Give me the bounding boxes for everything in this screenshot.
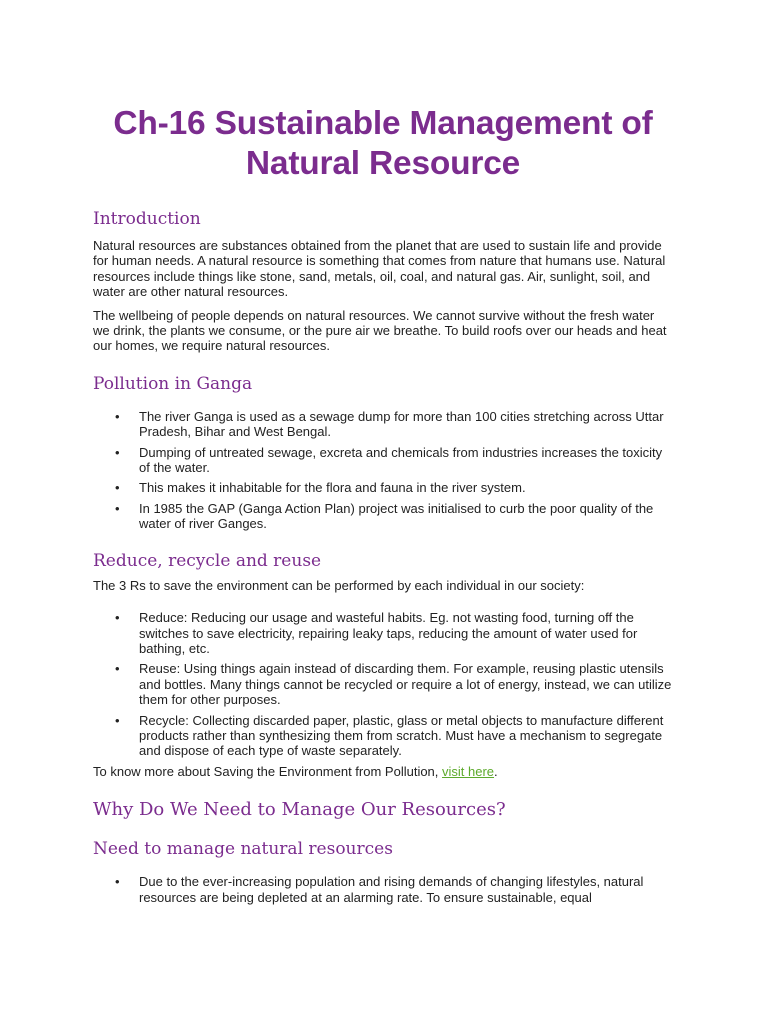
list-item: • This makes it inhabitable for the flora and fauna in the river system.: [93, 480, 673, 495]
paragraph-more-info: [93, 764, 673, 779]
document-page: [93, 104, 673, 905]
list-item: • The river Ganga is used as a sewage dump for more than 100 cities stretching across Uttar Pradesh, Bihar and West Bengal.: [93, 409, 673, 440]
list-item: • Recycle: Collecting discarded paper, plastic, glass or metal objects to manufacture different products rather than synthesizing them from scratch. Must have a mechanism to segregate and dispose of each type of waste separately.: [93, 713, 673, 759]
page-title: Ch-16 Sustainable Management of Natural Resource: [113, 105, 653, 182]
heading-introduction: Introduction: [93, 209, 201, 229]
list-3rs: [93, 610, 673, 759]
list-need-manage: [93, 874, 673, 905]
list-item: • Dumping of untreated sewage, excreta and chemicals from industries increases the toxicity of the water.: [93, 445, 673, 476]
more-info-suffix: .: [494, 763, 498, 779]
list-pollution: [93, 409, 673, 532]
visit-here-link[interactable]: visit here: [442, 763, 495, 779]
heading-pollution-ganga: Pollution in Ganga: [93, 373, 253, 394]
heading-reduce-recycle-reuse: Reduce, recycle and reuse: [93, 550, 322, 571]
paragraph-3rs-intro: The 3 Rs to save the environment can be performed by each individual in our society:: [93, 577, 585, 593]
paragraph-intro-1: Natural resources are substances obtained from the planet that are used to sustain life and provide for human needs. A natural resource is something that comes from nature that humans use. Natural resources include things like stone, sand, metals, oil, coal, and natural gas. Air, sunlight, soil, and water are other natural resources.: [93, 238, 666, 300]
list-item: • Due to the ever-increasing population and rising demands of changing lifestyles, natural resources are being depleted at an alarming rate. To ensure sustainable, equal: [93, 874, 673, 905]
more-info-prefix: To know more about Saving the Environment from Pollution,: [93, 763, 443, 779]
paragraph-intro-2: The wellbeing of people depends on natural resources. We cannot survive without the fresh water we drink, the plants we consume, or the pure air we breathe. To build roofs over our heads and heat our homes, we require natural resources.: [93, 307, 667, 354]
list-item: • In 1985 the GAP (Ganga Action Plan) project was initialised to curb the poor quality of the water of river Ganges.: [93, 501, 673, 532]
list-item: • Reduce: Reducing our usage and wasteful habits. Eg. not wasting food, turning off the switches to save electricity, repairing leaky taps, reducing the amount of water used for bathing, etc.: [93, 610, 673, 656]
list-item: • Reuse: Using things again instead of discarding them. For example, reusing plastic utensils and bottles. Many things cannot be recycled or require a lot of energy, instead, we can utilize them for other purposes.: [93, 661, 673, 707]
heading-need-manage: Need to manage natural resources: [93, 839, 393, 860]
heading-why-manage: Why Do We Need to Manage Our Resources?: [93, 799, 506, 821]
